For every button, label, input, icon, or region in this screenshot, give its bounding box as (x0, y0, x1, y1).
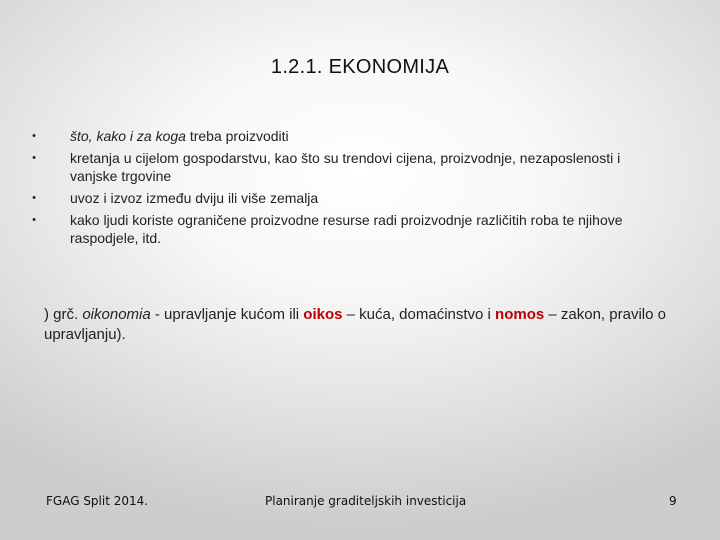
bullet-icon: • (32, 192, 36, 204)
etymology-word-nomos: nomos (495, 306, 545, 323)
bullet-text: uvoz i izvoz između dviju ili više zemalja (70, 190, 319, 206)
etymology-part-2: – kuća, domaćinstvo i (342, 306, 496, 323)
list-item (28, 189, 668, 207)
list-item (28, 211, 668, 247)
bullet-icon: • (32, 130, 36, 142)
bullet-icon: • (32, 152, 36, 164)
etymology-paragraph (44, 305, 684, 345)
etymology-word-oikos: oikos (303, 306, 343, 323)
bullet-text: kako ljudi koriste ograničene proizvodne resurse radi proizvodnje različitih roba te njihove raspodjele, itd. (70, 212, 623, 246)
list-item (28, 149, 668, 185)
bullet-text: kretanja u cijelom gospodarstvu, kao što su trendovi cijena, proizvodnje, nezaposlenosti i vanjske trgovine (70, 150, 621, 184)
etymology-term: oikonomia (82, 306, 151, 323)
footer-center-text: Planiranje graditeljskih investicija (265, 494, 467, 508)
bullet-list (28, 127, 668, 251)
footer-left-text: FGAG Split 2014. (46, 494, 149, 508)
etymology-part-3: – zakon, pravilo o upravljanju). (44, 306, 666, 343)
page-number: 9 (669, 494, 677, 508)
bullet-text: treba proizvoditi (185, 128, 289, 144)
etymology-prefix: ) grč. (44, 306, 83, 323)
etymology-part-1: - upravljanje kućom ili (150, 306, 304, 323)
bullet-italic-text: što, kako i za koga (70, 128, 186, 144)
slide-title: 1.2.1. EKONOMIJA (270, 56, 450, 78)
list-item (28, 127, 668, 145)
bullet-icon: • (32, 214, 36, 226)
